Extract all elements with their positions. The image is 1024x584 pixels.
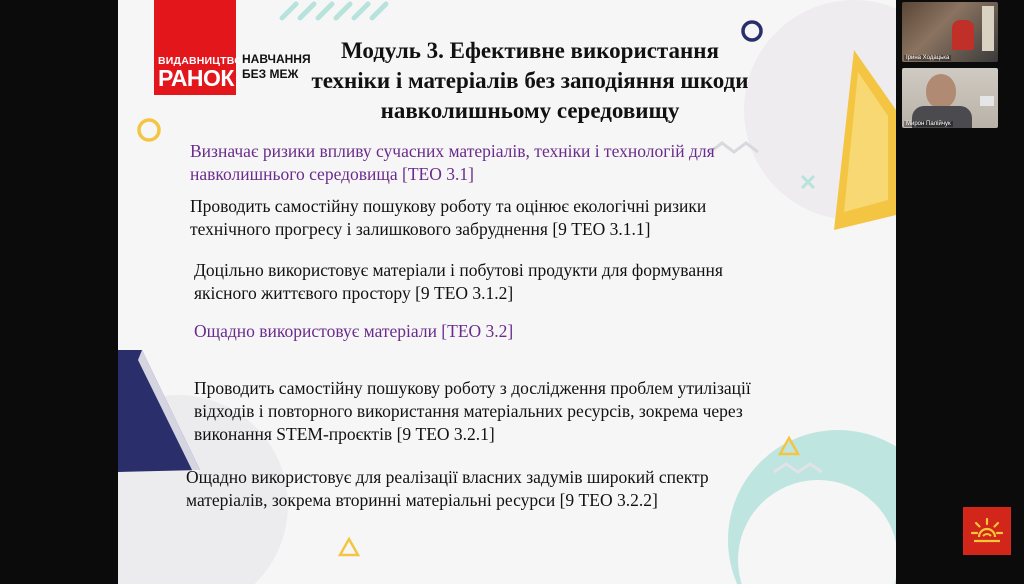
participant-name: Ірина Ходацька	[906, 55, 950, 61]
participant-video-1[interactable]	[902, 2, 998, 62]
criterion-teo-3-1-1: Проводить самостійну пошукову роботу та оцінює екологічні ризики технічного прогресу і залишкового забруднення [9 ТЕО 3.1.1]	[190, 196, 707, 239]
logo-text-main: РАНОК	[158, 65, 234, 91]
sun-icon	[970, 516, 1004, 546]
criterion-teo-3-2-1: Проводить самостійну пошукову роботу з дослідження проблем утилізації відходів і повторного використання матеріальних ресурсів, зокрема через виконання STEM-проєктів [9 ТЕО 3.2.1]	[194, 378, 751, 444]
logo-text-top: ВИДАВНИЦТВО	[158, 55, 243, 67]
background-shelf	[982, 6, 994, 51]
participant-name: Мирон Палійчук	[906, 121, 951, 127]
slide-title: Модуль 3. Ефективне використання техніки і матеріалів без заподіяння шкоди навколишньому середовищу	[311, 38, 749, 123]
presentation-slide	[118, 0, 896, 584]
tagline-line-2: БЕЗ МЕЖ	[242, 67, 299, 81]
tagline-line-1: НАВЧАННЯ	[242, 52, 311, 66]
participant-face	[926, 74, 956, 108]
publisher-logo	[154, 0, 243, 95]
criterion-teo-3-2-2: Ощадно використовує для реалізації власних задумів широкий спектр матеріалів, зокрема вторинні матеріальні ресурси [9 ТЕО 3.2.2]	[186, 467, 709, 510]
criterion-teo-3-1-2: Доцільно використовує матеріали і побутові продукти для формування якісного життєвого простору [9 ТЕО 3.1.2]	[194, 260, 723, 303]
criterion-teo-3-1: Визначає ризики впливу сучасних матеріалів, техніки і технологій для навколишнього середовища [ТЕО 3.1]	[190, 141, 715, 184]
participant-figure	[952, 20, 974, 50]
logo-tagline	[242, 52, 312, 82]
criterion-teo-3-2: Ощадно використовує матеріали [ТЕО 3.2]	[194, 321, 514, 341]
background-window	[980, 96, 994, 106]
participant-video-2[interactable]	[902, 68, 998, 128]
reaction-button[interactable]	[963, 507, 1011, 555]
